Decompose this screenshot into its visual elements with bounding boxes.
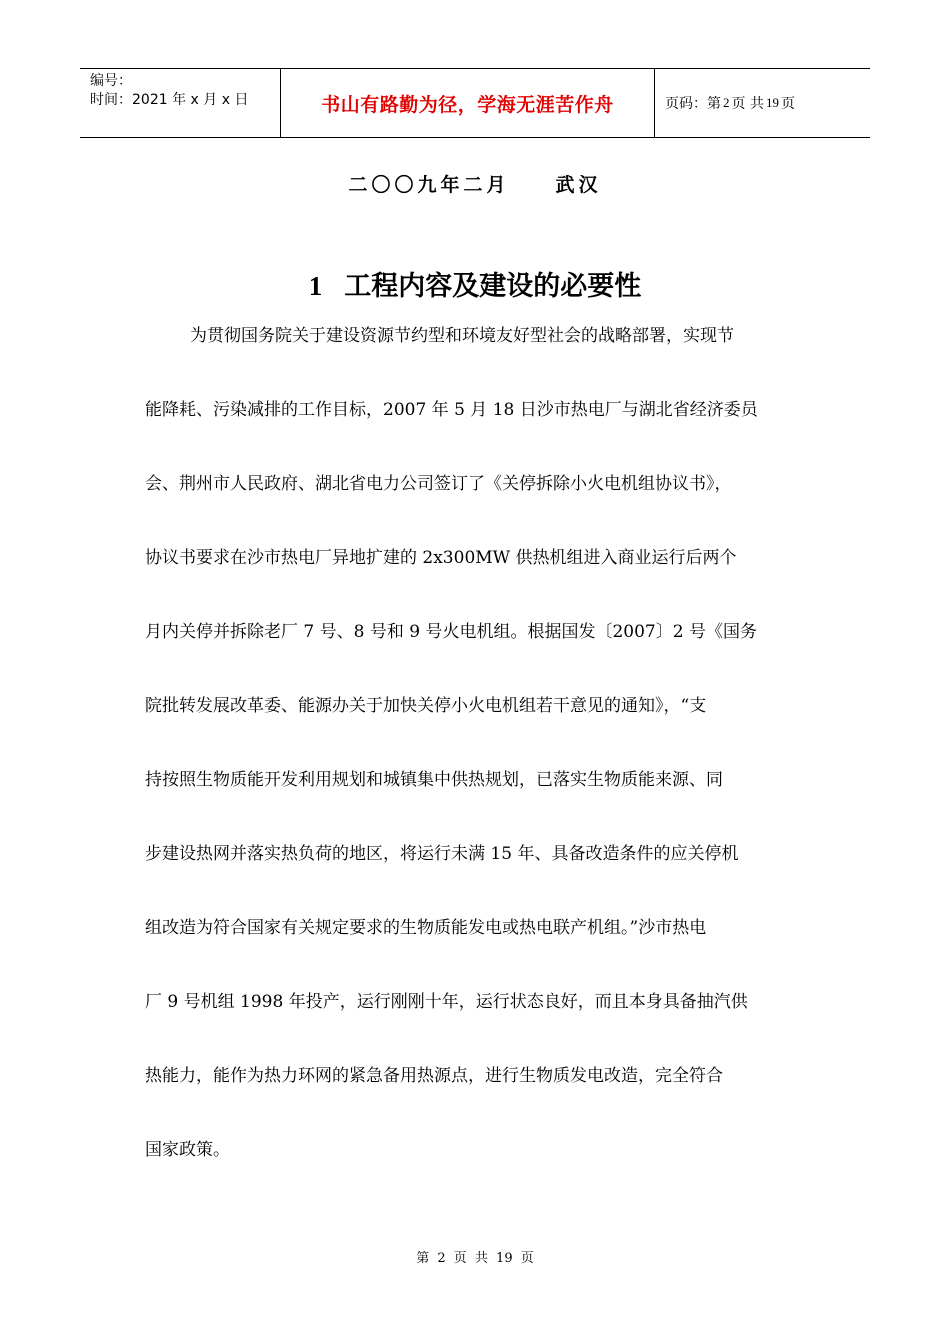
header-motto-cell [281, 69, 655, 137]
paragraph-line: 国家政策。 [145, 1140, 230, 1160]
page-total: 19 [765, 95, 779, 110]
paragraph-line: 步建设热网并落实热负荷的地区，将运行未满 15 年、具备改造条件的应关停机 [145, 844, 739, 864]
paragraph-line: 持按照生物质能开发利用规划和城镇集中供热规划，已落实生物质能来源、同 [145, 770, 723, 790]
paragraph-line: 热能力，能作为热力环网的紧急备用热源点，进行生物质发电改造，完全符合 [145, 1066, 723, 1086]
paragraph-line: 月内关停并拆除老厂 7 号、8 号和 9 号火电机组。根据国发〔2007〕2 号《国务 [145, 622, 757, 642]
page-suffix: 页 [780, 96, 795, 112]
body-paragraph [145, 318, 810, 1206]
page-current: 2 [723, 95, 730, 110]
date-location-line [0, 170, 950, 197]
section-number: 1 [308, 271, 323, 301]
paragraph-line: 厂 9 号机组 1998 年投产，运行刚刚十年，运行状态良好，而且本身具备抽汽供 [145, 992, 748, 1012]
page-footer: 第 2 页 共 19 页 [416, 1251, 534, 1266]
paragraph-line: 会、荆州市人民政府、湖北省电力公司签订了《关停拆除小火电机组协议书》， [145, 474, 732, 494]
paragraph-line: 组改造为符合国家有关规定要求的生物质能发电或热电联产机组。”沙市热电 [145, 918, 707, 938]
paragraph-line: 院批转发展改革委、能源办关于加快关停小火电机组若干意见的通知》，“支 [145, 696, 707, 716]
page-mid: 页 共 [731, 96, 764, 112]
paragraph-line: 协议书要求在沙市热电厂异地扩建的 2x300MW 供热机组进入商业运行后两个 [145, 548, 737, 568]
header-page-cell [655, 69, 870, 137]
section-heading [0, 264, 950, 303]
date-text: 二〇〇九年二月 [348, 174, 510, 196]
document-header [80, 68, 870, 138]
motto-text: 书山有路勤为径，学海无涯苦作舟 [321, 93, 614, 116]
time-label: 时间：2021 年 x 月 x 日 [90, 92, 249, 108]
city-text: 武汉 [555, 174, 602, 196]
paragraph-line: 为贯彻国务院关于建设资源节约型和环境友好型社会的战略部署，实现节 [190, 326, 734, 346]
paragraph-line: 能降耗、污染减排的工作目标，2007 年 5 月 18 日沙市热电厂与湖北省经济委员 [145, 400, 758, 420]
section-title-text: 工程内容及建设的必要性 [344, 271, 642, 302]
page-prefix: 页码：第 [665, 96, 721, 112]
number-label: 编号： [90, 73, 132, 89]
header-meta-cell [80, 69, 281, 137]
